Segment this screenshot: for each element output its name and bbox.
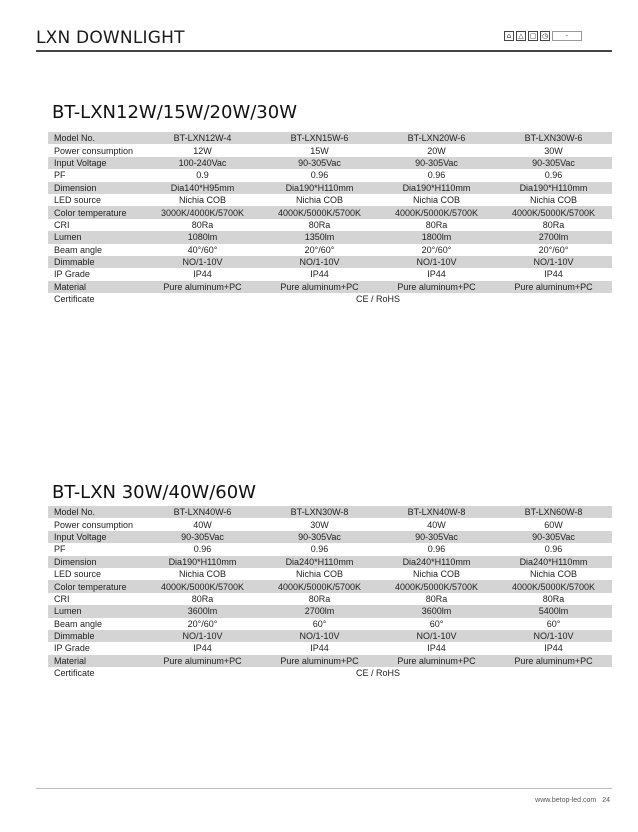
spec-label: LED source (48, 568, 144, 580)
spec-value: 4000K/5000K/5700K (261, 206, 378, 218)
spec-value: BT-LXN30W-6 (495, 132, 612, 144)
spec-value: 0.96 (261, 543, 378, 555)
spec-label: Dimmable (48, 630, 144, 642)
spec-label: Color temperature (48, 206, 144, 218)
spec-row (48, 667, 612, 679)
spec-value: 90-305Vac (378, 157, 495, 169)
spec-label: PF (48, 169, 144, 181)
spec-value: 80Ra (144, 593, 261, 605)
spec-table-2 (48, 506, 612, 679)
spec-value: Pure aluminum+PC (261, 281, 378, 293)
spec-value: 80Ra (378, 219, 495, 231)
spec-value: IP44 (495, 268, 612, 280)
spec-value: IP44 (378, 268, 495, 280)
spec-value: 4000K/5000K/5700K (144, 580, 261, 592)
spec-row (48, 618, 612, 630)
spec-value: 100-240Vac (144, 157, 261, 169)
spec-value: 60° (378, 618, 495, 630)
spec-value: Dia140*H95mm (144, 182, 261, 194)
spec-row (48, 293, 612, 305)
spec-label: Input Voltage (48, 531, 144, 543)
spec-value: Pure aluminum+PC (144, 281, 261, 293)
spec-row (48, 630, 612, 642)
spec-value: 0.96 (495, 169, 612, 181)
spec-value: 60° (495, 618, 612, 630)
spec-value: Nichia COB (261, 194, 378, 206)
spec-value: 0.9 (144, 169, 261, 181)
spec-row (48, 206, 612, 218)
spec-value: 1080lm (144, 231, 261, 243)
spec-value: 40°/60° (144, 244, 261, 256)
spec-value: 80Ra (495, 219, 612, 231)
spec-value: Nichia COB (495, 194, 612, 206)
header-divider (36, 50, 612, 52)
spec-value: 20W (378, 144, 495, 156)
page-title: LXN DOWNLIGHT (36, 28, 185, 48)
spec-value: Dia190*H110mm (495, 182, 612, 194)
rating-label-icon: ⌁ (552, 31, 582, 41)
square-mark-icon: ▢ (529, 32, 537, 40)
spec-row (48, 568, 612, 580)
spec-value: IP44 (261, 642, 378, 654)
spec-label: Dimension (48, 556, 144, 568)
spec-label: Material (48, 281, 144, 293)
spec-value: 90-305Vac (261, 157, 378, 169)
spec-table-1 (48, 132, 612, 305)
spec-value: 80Ra (378, 593, 495, 605)
warning-triangle-icon: △ (516, 31, 526, 41)
spec-value: Dia240*H110mm (261, 556, 378, 568)
spec-row (48, 580, 612, 592)
spec-value: NO/1-10V (261, 256, 378, 268)
spec-value: 40W (378, 518, 495, 530)
spec-value: Dia240*H110mm (378, 556, 495, 568)
spec-value: 4000K/5000K/5700K (378, 206, 495, 218)
spec-value: NO/1-10V (495, 256, 612, 268)
spec-label: Color temperature (48, 580, 144, 592)
spec-value: 90-305Vac (144, 531, 261, 543)
spec-value: NO/1-10V (261, 630, 378, 642)
spec-row (48, 244, 612, 256)
spec-row (48, 132, 612, 144)
spec-value: 90-305Vac (378, 531, 495, 543)
spec-row (48, 182, 612, 194)
spec-label: CRI (48, 219, 144, 231)
section-1-title: BT-LXN12W/15W/20W/30W (52, 102, 298, 123)
spec-value: BT-LXN12W-4 (144, 132, 261, 144)
spec-row (48, 642, 612, 654)
spec-label: Lumen (48, 231, 144, 243)
spec-value: Pure aluminum+PC (495, 655, 612, 667)
spec-row (48, 231, 612, 243)
spec-value: Pure aluminum+PC (378, 281, 495, 293)
spec-value: Nichia COB (144, 568, 261, 580)
page-header (36, 24, 612, 50)
spec-value: 90-305Vac (495, 531, 612, 543)
spec-label: Input Voltage (48, 157, 144, 169)
spec-value: Dia190*H110mm (144, 556, 261, 568)
spec-value: 0.96 (144, 543, 261, 555)
spec-value: 20°/60° (378, 244, 495, 256)
spec-value: BT-LXN30W-8 (261, 506, 378, 518)
spec-row (48, 144, 612, 156)
spec-row (48, 556, 612, 568)
spec-value: BT-LXN15W-6 (261, 132, 378, 144)
spec-value: 3600lm (378, 605, 495, 617)
spec-value: CE / RoHS (144, 293, 612, 305)
spec-row (48, 543, 612, 555)
spec-value: 20°/60° (144, 618, 261, 630)
home-icon: ⌂ (504, 31, 514, 41)
spec-value: IP44 (261, 268, 378, 280)
spec-value: 40W (144, 518, 261, 530)
spec-value: 2700lm (495, 231, 612, 243)
spec-label: Beam angle (48, 244, 144, 256)
spec-value: Nichia COB (261, 568, 378, 580)
spec-value: 1800lm (378, 231, 495, 243)
spec-label: Power consumption (48, 144, 144, 156)
spec-value: BT-LXN40W-6 (144, 506, 261, 518)
spec-row (48, 593, 612, 605)
spec-label: Certificate (48, 667, 144, 679)
spec-label: Dimension (48, 182, 144, 194)
spec-value: NO/1-10V (495, 630, 612, 642)
spec-label: LED source (48, 194, 144, 206)
spec-row (48, 256, 612, 268)
spec-value: NO/1-10V (144, 630, 261, 642)
spec-value: NO/1-10V (378, 630, 495, 642)
spec-value: 3000K/4000K/5700K (144, 206, 261, 218)
spec-value: Pure aluminum+PC (378, 655, 495, 667)
spec-row (48, 268, 612, 280)
spec-row (48, 655, 612, 667)
spec-row (48, 281, 612, 293)
spec-label: IP Grade (48, 268, 144, 280)
spec-value: 80Ra (261, 219, 378, 231)
spec-value: NO/1-10V (144, 256, 261, 268)
spec-value: Dia240*H110mm (495, 556, 612, 568)
spec-label: IP Grade (48, 642, 144, 654)
footer (535, 797, 610, 804)
spec-value: Nichia COB (495, 568, 612, 580)
spec-value: 90-305Vac (261, 531, 378, 543)
spec-label: Lumen (48, 605, 144, 617)
spec-label: PF (48, 543, 144, 555)
spec-value: 3600lm (144, 605, 261, 617)
spec-value: 20°/60° (261, 244, 378, 256)
spec-value: 30W (495, 144, 612, 156)
spec-value: 20°/60° (495, 244, 612, 256)
spec-value: IP44 (144, 642, 261, 654)
spec-value: IP44 (495, 642, 612, 654)
spec-value: 1350lm (261, 231, 378, 243)
spec-label: CRI (48, 593, 144, 605)
spec-value: 15W (261, 144, 378, 156)
spec-value: Nichia COB (378, 568, 495, 580)
section-2-title: BT-LXN 30W/40W/60W (52, 482, 256, 503)
spec-value: 60° (261, 618, 378, 630)
spec-label: Model No. (48, 506, 144, 518)
spec-value: CE / RoHS (144, 667, 612, 679)
spec-value: Nichia COB (144, 194, 261, 206)
page-number: 24 (602, 797, 610, 804)
spec-value: BT-LXN60W-8 (495, 506, 612, 518)
spec-row (48, 194, 612, 206)
spec-row (48, 605, 612, 617)
timer-icon: ◷ (541, 32, 549, 40)
certification-marks (504, 31, 582, 41)
spec-row (48, 157, 612, 169)
spec-value: 4000K/5000K/5700K (378, 580, 495, 592)
spec-value: 4000K/5000K/5700K (261, 580, 378, 592)
spec-value: BT-LXN40W-8 (378, 506, 495, 518)
spec-value: Dia190*H110mm (378, 182, 495, 194)
spec-value: Pure aluminum+PC (261, 655, 378, 667)
spec-value: 4000K/5000K/5700K (495, 206, 612, 218)
spec-value: 30W (261, 518, 378, 530)
spec-value: 4000K/5000K/5700K (495, 580, 612, 592)
spec-value: 5400lm (495, 605, 612, 617)
spec-row (48, 219, 612, 231)
spec-value: BT-LXN20W-6 (378, 132, 495, 144)
spec-value: Nichia COB (378, 194, 495, 206)
spec-value: 80Ra (261, 593, 378, 605)
website-link[interactable]: www.betop-led.com (535, 797, 597, 804)
spec-value: 90-305Vac (495, 157, 612, 169)
spec-value: 80Ra (495, 593, 612, 605)
spec-row (48, 531, 612, 543)
spec-value: IP44 (378, 642, 495, 654)
spec-value: Pure aluminum+PC (144, 655, 261, 667)
spec-value: 0.96 (495, 543, 612, 555)
spec-value: IP44 (144, 268, 261, 280)
spec-value: 80Ra (144, 219, 261, 231)
spec-row (48, 518, 612, 530)
spec-value: Dia190*H110mm (261, 182, 378, 194)
spec-label: Model No. (48, 132, 144, 144)
spec-row (48, 169, 612, 181)
spec-label: Material (48, 655, 144, 667)
spec-value: 0.96 (378, 169, 495, 181)
spec-label: Beam angle (48, 618, 144, 630)
footer-divider (36, 788, 612, 789)
spec-value: 0.96 (378, 543, 495, 555)
spec-value: 60W (495, 518, 612, 530)
spec-value: NO/1-10V (378, 256, 495, 268)
spec-label: Certificate (48, 293, 144, 305)
spec-label: Power consumption (48, 518, 144, 530)
spec-value: Pure aluminum+PC (495, 281, 612, 293)
spec-value: 0.96 (261, 169, 378, 181)
spec-value: 12W (144, 144, 261, 156)
spec-value: 2700lm (261, 605, 378, 617)
spec-row (48, 506, 612, 518)
spec-label: Dimmable (48, 256, 144, 268)
